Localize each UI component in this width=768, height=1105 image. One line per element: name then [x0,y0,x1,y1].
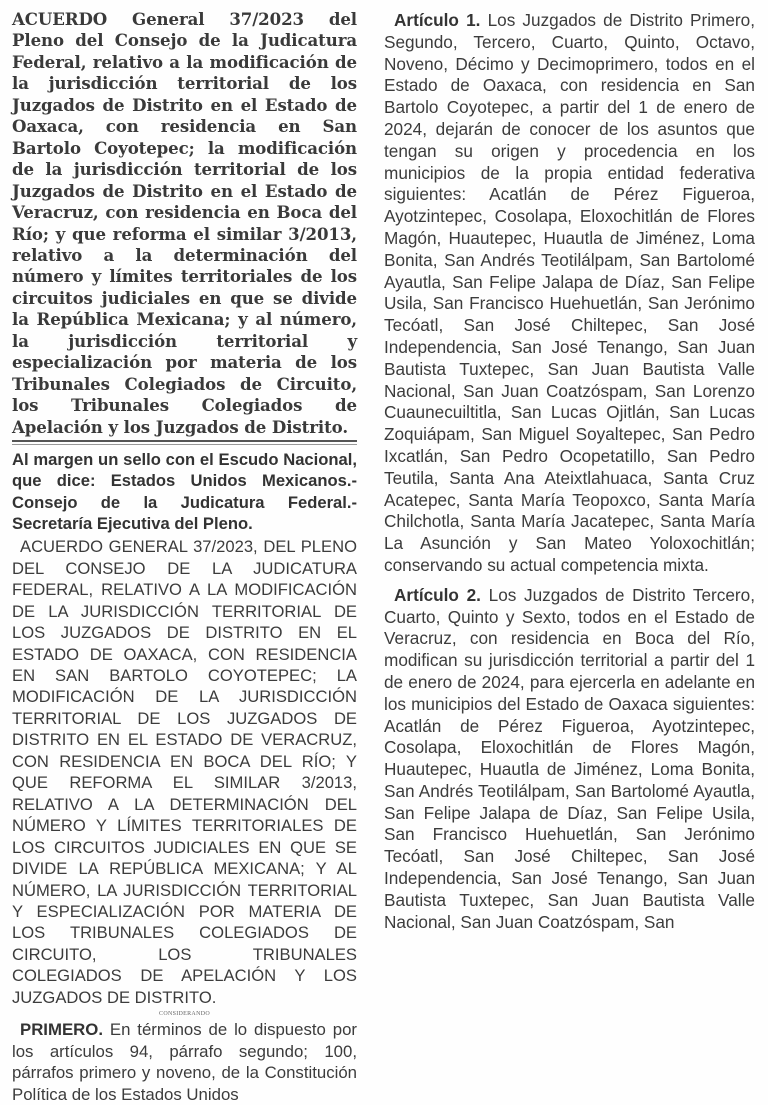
article-1 [384,10,755,577]
article-2-label: Artículo 2. [394,584,481,605]
paragraph-primero [12,1019,357,1105]
article-1-text: Los Juzgados de Distrito Primero, Segundo, Tercero, Cuarto, Quinto, Octavo, Noveno, Décimo y Decimoprimero, todos en el Estado de Oaxaca, con residencia en San Bartolo Coyotepec, a partir del 1 de enero de 2024, dejarán de conocer de los asuntos que tengan su origen y procedencia en los municipios de la propia entidad federativa siguientes: Acatlán de Pérez Figueroa, Ayotzintepec, Cosolapa, Eloxochitlán de Flores Magón, Huautepec, Huautla de Jiménez, Loma Bonita, San Andrés Teotilálpam, San Bartolomé Ayautla, San Felipe Jalapa de Díaz, San Felipe Usila, San Francisco Huehuetlán, San Jerónimo Tecóatl, San José Chiltepec, San José Independencia, San José Tenango, San Juan Bautista Tuxtepec, San Juan Bautista Valle Nacional, San Juan Coatzóspam, San Lorenzo Cuaunecuiltitla, San Lucas Ojitlán, San Lucas Zoquiápam, San Miguel Soyaltepec, San Pedro Ixcatlán, San Pedro Ocopetatillo, San Pedro Teutila, Santa Ana Ateixtlahuaca, Santa Cruz Acatepec, Santa María Teopoxco, Santa María Chilchotla, Santa María Jacatepec, Santa María La Asunción y San Mateo Yoloxochitlán; conservando su actual competencia mixta. [384,10,755,575]
document-title: ACUERDO General 37/2023 del Pleno del Consejo de la Judicatura Federal, relativo a la modificación de la jurisdicción territorial de los Juzgados de Distrito en el Estado de Oaxaca, con residencia en San Bartolo Coyotepec; la modificación de la jurisdicción territorial de los Juzgados de Distrito en el Estado de Veracruz, con residencia en Boca del Río; y que reforma el similar 3/2013, relativo a la determinación del número y límites territoriales de los circuitos judiciales en que se divide la República Mexicana; y al número, la jurisdicción territorial y especialización por materia de los Tribunales Colegiados de Circuito, los Tribunales Colegiados de Apelación y los Juzgados de Distrito. [12,9,357,437]
primero-text: En términos de lo dispuesto por los artículos 94, párrafo segundo; 100, párrafos primero y noveno, de la Constitución Política de los Estados Unidos [12,1020,357,1104]
agreement-heading-uppercase: ACUERDO GENERAL 37/2023, DEL PLENO DEL CONSEJO DE LA JUDICATURA FEDERAL, RELATIVO A LA MODIFICACIÓN DE LA JURISDICCIÓN TERRITORIAL DE LOS JUZGADOS DE DISTRITO EN EL ESTADO DE OAXACA, CON RESIDENCIA EN SAN BARTOLO COYOTEPEC; LA MODIFICACIÓN DE LA JURISDICCIÓN TERRITORIAL DE LOS JUZGADOS DE DISTRITO EN EL ESTADO DE VERACRUZ, CON RESIDENCIA EN BOCA DEL RÍO; Y QUE REFORMA EL SIMILAR 3/2013, RELATIVO A LA DETERMINACIÓN DEL NÚMERO Y LÍMITES TERRITORIALES DE LOS CIRCUITOS JUDICIALES EN QUE SE DIVIDE LA REPÚBLICA MEXICANA; Y AL NÚMERO, LA JURISDICCIÓN TERRITORIAL Y ESPECIALIZACIÓN POR MATERIA DE LOS TRIBUNALES COLEGIADOS DE CIRCUITO, LOS TRIBUNALES COLEGIADOS DE APELACIÓN Y LOS JUZGADOS DE DISTRITO. [12,537,357,1007]
primero-label: PRIMERO. [20,1020,103,1040]
title-rule-thick [12,440,357,442]
title-rule-thin [12,444,357,445]
right-column [384,0,755,1002]
article-2-text: Los Juzgados de Distrito Tercero, Cuarto, Quinto y Sexto, todos en el Estado de Veracruz, con residencia en Boca del Río, modifican su jurisdicción territorial a partir del 1 de enero de 2024, para ejercerla en adelante en los municipios del Estado de Oaxaca siguientes: Acatlán de Pérez Figueroa, Ayotzintepec, Cosolapa, Eloxochitlán de Flores Magón, Huautepec, Huautla de Jiménez, Loma Bonita, San Andrés Teotilálpam, San Bartolomé Ayautla, San Felipe Jalapa de Díaz, San Felipe Usila, San Francisco Huehuetlán, San Jerónimo Tecóatl, San José Chiltepec, San José Independencia, San José Tenango, San Juan Bautista Tuxtepec, San Juan Bautista Valle Nacional, San Juan Coatzóspam, San [384,584,755,932]
left-column [12,0,357,1104]
article-2 [384,585,755,934]
section-label-considerando: CONSIDERANDO [159,1011,210,1018]
article-1-label: Artículo 1. [394,10,481,30]
margin-note: Al margen un sello con el Escudo Nacional, que dice: Estados Unidos Mexicanos.- Consejo de la Judicatura Federal.- Secretaría Ejecutiva del Pleno. [12,450,357,533]
